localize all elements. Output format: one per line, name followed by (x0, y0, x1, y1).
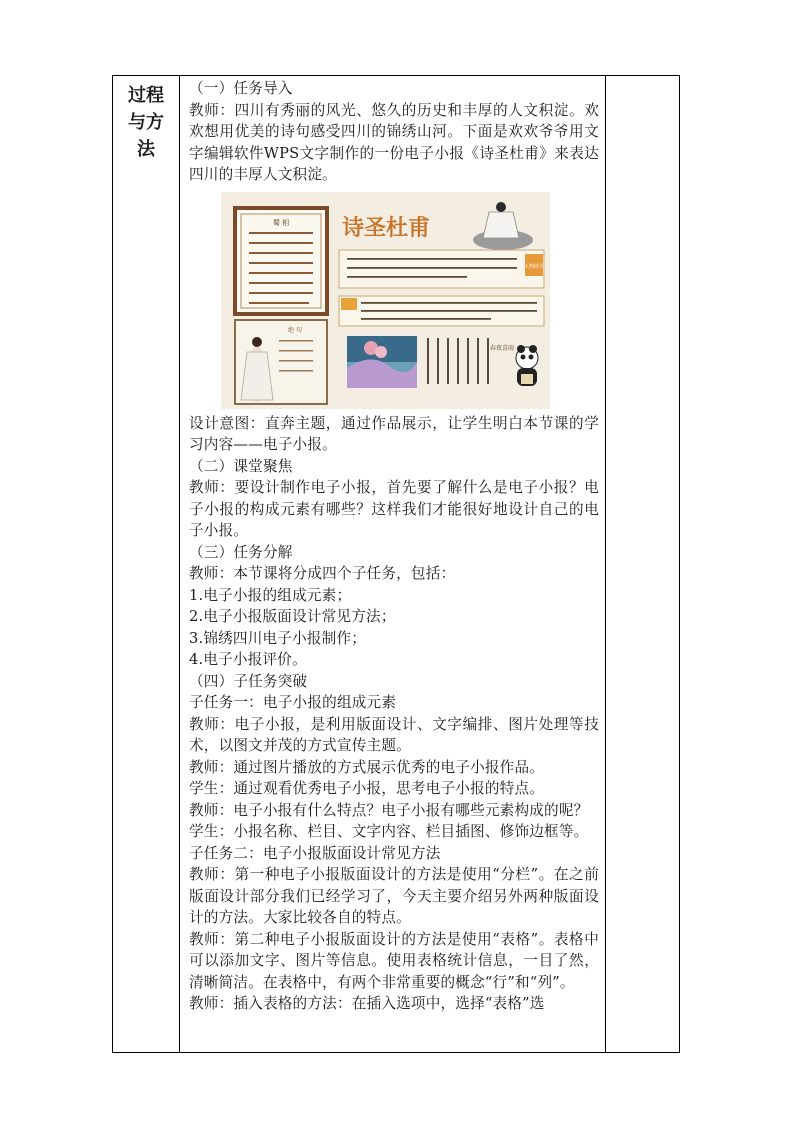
list-item: 4.电子小报评价。 (189, 651, 307, 668)
paragraph: 教师：电子小报有什么特点？电子小报有哪些元素构成的呢？ (189, 801, 589, 819)
paragraph-breakdown: 教师：本节课将分成四个子任务，包括： (189, 565, 456, 582)
lesson-plan-table (112, 75, 680, 1053)
paragraph: 学生：小报名称、栏目、文字内容、栏目插图、修饰边框等。 (189, 823, 589, 840)
row-label-line-1: 过程 (128, 85, 164, 106)
design-intent: 设计意图：直奔主题，通过作品展示，让学生明白本节课的学习内容——电子小报。 (189, 414, 599, 453)
newspaper-illustration (221, 192, 550, 409)
content-cell (180, 76, 606, 1053)
section-heading-breakdown: （三）任务分解 (189, 543, 293, 561)
notes-cell (606, 76, 680, 1053)
intro-tag: 人物简介 (523, 263, 545, 270)
subtask-2-heading: 子任务二：电子小报版面设计常见方法 (189, 844, 441, 862)
newspaper-figure (221, 192, 550, 409)
section-heading-breakthrough: （四）子任务突破 (189, 672, 308, 690)
section-heading-intro: （一）任务导入 (189, 80, 293, 97)
section-heading-focus: （二）课堂聚焦 (189, 457, 293, 475)
side-label: 春夜喜雨 (489, 344, 515, 352)
paragraph-intro: 教师：四川有秀丽的风光、悠久的历史和丰厚的人文积淀。欢欢想用优美的诗句感受四川的锦绣山河。下面是欢欢爷爷用文字编辑软件WPS文字制作的一份电子小报《诗圣杜甫》来表达四川的丰厚人文积淀。 (189, 101, 599, 183)
list-item: 3.锦绣四川电子小报制作； (189, 629, 367, 647)
list-item: 2.电子小报版面设计常见方法； (189, 608, 396, 625)
paragraph: 教师：通过图片播放的方式展示优秀的电子小报作品。 (189, 758, 545, 776)
paragraph: 学生：通过观看优秀电子小报，思考电子小报的特点。 (189, 780, 545, 797)
paragraph: 教师：第二种电子小报版面设计的方法是使用“表格”。表格中可以添加文字、图片等信息。使用表格统计信息，一目了然，清晰简洁。在表格中，有两个非常重要的概念“行”和“列”。 (189, 930, 599, 991)
paragraph-focus: 教师：要设计制作电子小报，首先要了解什么是电子小报？电子小报的构成元素有哪些？这样我们才能很好地设计自己的电子小报。 (189, 479, 599, 539)
row-label-line-3: 法 (137, 139, 155, 160)
row-label-cell (113, 76, 180, 1053)
paragraph: 教师：插入表格的方法：在插入选项中，选择“表格”选 (189, 995, 545, 1012)
list-item: 1.电子小报的组成元素； (189, 586, 352, 604)
poem2-title: 绝 句 (288, 326, 302, 334)
row-label-line-2: 与方 (128, 112, 164, 133)
poem1-title: 蜀 相 (272, 218, 290, 227)
figure-title: 诗圣杜甫 (341, 214, 431, 241)
paragraph: 教师：第一种电子小报版面设计的方法是使用“分栏”。在之前版面设计部分我们已经学习了，今天主要介绍另外两种版面设计的方法。大家比较各自的特点。 (189, 866, 599, 926)
paragraph: 教师：电子小报，是利用版面设计、文字编排、图片处理等技术，以图文并茂的方式宣传主题。 (189, 715, 599, 754)
subtask-1-heading: 子任务一：电子小报的组成元素 (189, 694, 397, 711)
